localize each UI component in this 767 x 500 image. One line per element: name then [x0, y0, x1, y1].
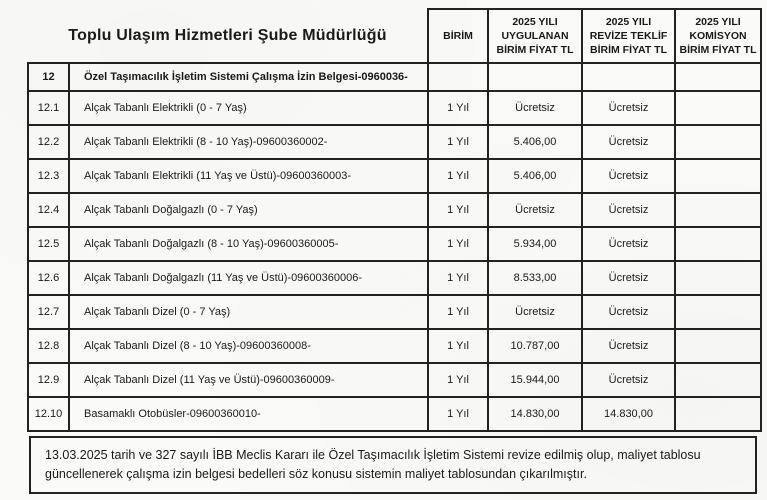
row-revised-price: Ücretsiz [582, 91, 675, 125]
row-revised-price: Ücretsiz [582, 295, 675, 329]
column-header-commission-price: 2025 YILI KOMİSYON BİRİM FİYAT TL [675, 9, 761, 63]
row-applied-price: Ücretsiz [488, 295, 582, 329]
row-number: 12.2 [28, 125, 69, 159]
table-row [28, 159, 761, 193]
row-commission-price [675, 227, 761, 261]
row-commission-price [675, 261, 761, 295]
row-number: 12.5 [28, 227, 69, 261]
row-applied-price: 5.406,00 [488, 125, 582, 159]
row-unit: 1 Yıl [428, 193, 488, 227]
row-commission-price [675, 125, 761, 159]
row-number: 12.8 [28, 329, 69, 363]
table-row [28, 329, 761, 363]
row-description: Alçak Tabanlı Doğalgazlı (8 - 10 Yaş)-09600360005- [69, 227, 428, 261]
table-row [28, 261, 761, 295]
table-row [28, 397, 761, 431]
row-description: Alçak Tabanlı Doğalgazlı (0 - 7 Yaş) [69, 193, 428, 227]
section-row-description: Özel Taşımacılık İşletim Sistemi Çalışma İzin Belgesi-0960036- [69, 63, 428, 91]
department-title: Toplu Ulaşım Hizmetleri Şube Müdürlüğü [28, 9, 428, 63]
row-description: Basamaklı Otobüsler-09600360010- [69, 397, 428, 431]
row-number: 12.6 [28, 261, 69, 295]
row-commission-price [675, 363, 761, 397]
row-unit: 1 Yıl [428, 397, 488, 431]
row-description: Alçak Tabanlı Elektrikli (0 - 7 Yaş) [69, 91, 428, 125]
table-row [28, 227, 761, 261]
row-unit: 1 Yıl [428, 227, 488, 261]
row-revised-price: 14.830,00 [582, 397, 675, 431]
row-number: 12.10 [28, 397, 69, 431]
row-description: Alçak Tabanlı Dizel (0 - 7 Yaş) [69, 295, 428, 329]
row-applied-price: 10.787,00 [488, 329, 582, 363]
row-revised-price: Ücretsiz [582, 125, 675, 159]
row-revised-price: Ücretsiz [582, 329, 675, 363]
row-description: Alçak Tabanlı Dizel (11 Yaş ve Üstü)-09600360009- [69, 363, 428, 397]
row-revised-price: Ücretsiz [582, 261, 675, 295]
price-table [27, 8, 762, 432]
row-number: 12.9 [28, 363, 69, 397]
row-commission-price [675, 295, 761, 329]
table-row [28, 91, 761, 125]
row-unit: 1 Yıl [428, 159, 488, 193]
column-header-applied-price: 2025 YILI UYGULANAN BİRİM FİYAT TL [488, 9, 582, 63]
row-applied-price: 14.830,00 [488, 397, 582, 431]
row-commission-price [675, 159, 761, 193]
row-applied-price: 5.934,00 [488, 227, 582, 261]
row-applied-price: 15.944,00 [488, 363, 582, 397]
row-number: 12.7 [28, 295, 69, 329]
table-row [28, 295, 761, 329]
row-revised-price: Ücretsiz [582, 159, 675, 193]
row-revised-price: Ücretsiz [582, 193, 675, 227]
section-row-revised [582, 63, 675, 91]
row-unit: 1 Yıl [428, 363, 488, 397]
row-revised-price: Ücretsiz [582, 227, 675, 261]
row-revised-price: Ücretsiz [582, 363, 675, 397]
row-description: Alçak Tabanlı Elektrikli (8 - 10 Yaş)-09600360002- [69, 125, 428, 159]
row-description: Alçak Tabanlı Dizel (8 - 10 Yaş)-09600360008- [69, 329, 428, 363]
table-row [28, 193, 761, 227]
row-commission-price [675, 397, 761, 431]
row-number: 12.3 [28, 159, 69, 193]
column-header-revised-price: 2025 YILI REVİZE TEKLİF BİRİM FİYAT TL [582, 9, 675, 63]
row-commission-price [675, 329, 761, 363]
row-applied-price: 8.533,00 [488, 261, 582, 295]
row-commission-price [675, 91, 761, 125]
row-description: Alçak Tabanlı Doğalgazlı (11 Yaş ve Üstü)-09600360006- [69, 261, 428, 295]
column-header-unit: BİRİM [428, 9, 488, 63]
row-unit: 1 Yıl [428, 125, 488, 159]
footnote-text: 13.03.2025 tarih ve 327 sayılı İBB Meclis Kararı ile Özel Taşımacılık İşletim Sistemi revize edilmiş olup, maliyet tablosu güncellenerek çalışma izin belgesi bedelleri söz konusu sistemin maliyet tablosundan çıkarılmıştır. [45, 447, 701, 481]
section-row-applied [488, 63, 582, 91]
footnote-box [29, 436, 757, 494]
section-row-unit [428, 63, 488, 91]
row-unit: 1 Yıl [428, 295, 488, 329]
table-row [28, 363, 761, 397]
row-applied-price: Ücretsiz [488, 91, 582, 125]
row-commission-price [675, 193, 761, 227]
row-unit: 1 Yıl [428, 261, 488, 295]
section-row-number: 12 [28, 63, 69, 91]
row-applied-price: Ücretsiz [488, 193, 582, 227]
table-header-row [28, 9, 761, 63]
section-row-commission [675, 63, 761, 91]
table-row [28, 125, 761, 159]
section-row [28, 63, 761, 91]
row-unit: 1 Yıl [428, 91, 488, 125]
row-number: 12.4 [28, 193, 69, 227]
row-unit: 1 Yıl [428, 329, 488, 363]
row-number: 12.1 [28, 91, 69, 125]
row-description: Alçak Tabanlı Elektrikli (11 Yaş ve Üstü)-09600360003- [69, 159, 428, 193]
row-applied-price: 5.406,00 [488, 159, 582, 193]
